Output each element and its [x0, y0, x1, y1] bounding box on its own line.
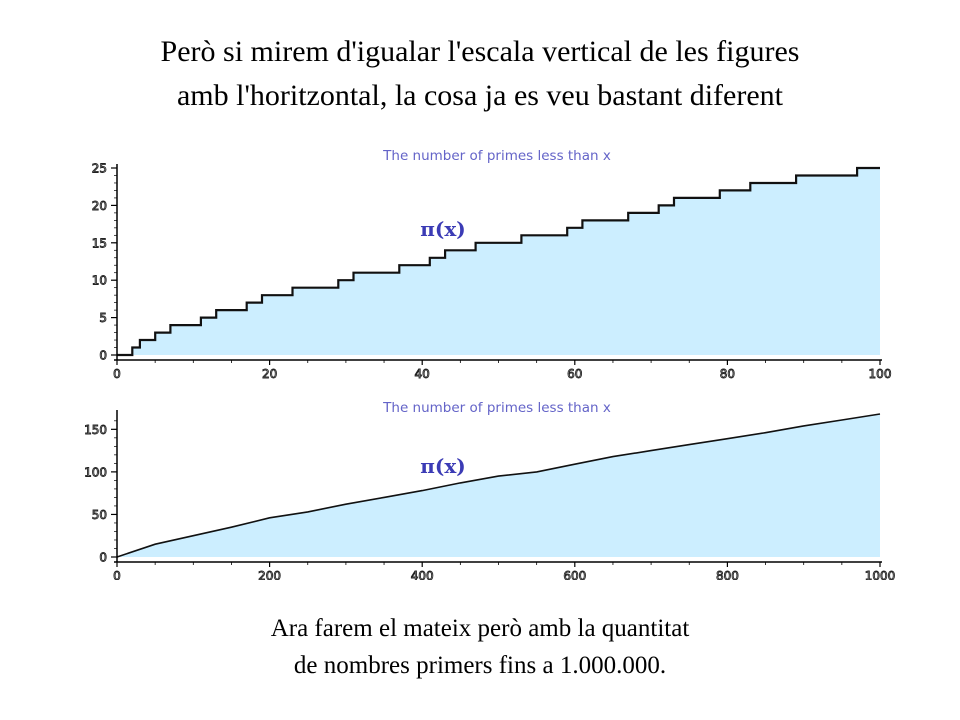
x-tick-label: 600 [563, 569, 587, 580]
y-tick-label: 10 [91, 273, 107, 288]
plot-area [92, 162, 892, 381]
chart-title: The number of primes less than x [383, 148, 611, 164]
slide-title [0, 30, 960, 118]
x-tick-label: 200 [258, 569, 282, 580]
footer-text [0, 610, 960, 684]
y-tick-label: 0 [99, 348, 107, 363]
x-tick-label: 80 [719, 367, 736, 380]
footer-line-1: Ara farem el mateix però amb la quantitat [270, 615, 690, 642]
x-tick-label: 400 [410, 569, 434, 580]
chart-annotation: π(x) [420, 217, 466, 241]
y-tick-label: 0 [99, 550, 107, 565]
prime-count-chart-100 [0, 140, 960, 380]
footer-line-2: de nombres primers fins a 1.000.000. [293, 652, 667, 679]
plot-area [84, 410, 895, 580]
x-tick-label: 800 [715, 569, 739, 580]
y-tick-label: 50 [91, 507, 107, 522]
slide-title-line-1: Però si mirem d'igualar l'escala vertical de les figures [160, 35, 800, 68]
chart-title: The number of primes less than x [383, 400, 611, 416]
y-tick-label: 25 [91, 161, 107, 176]
slide-title-line-2: amb l'horitzontal, la cosa ja es veu bastant diferent [176, 79, 784, 112]
y-tick-label: 5 [99, 311, 107, 326]
series-area-fill [117, 168, 880, 355]
x-tick-label: 100 [868, 367, 892, 380]
prime-count-chart-1000-svg [0, 395, 960, 580]
prime-count-chart-100-svg [0, 140, 960, 380]
x-tick-label: 60 [567, 367, 583, 380]
x-tick-label: 1000 [864, 569, 896, 580]
x-tick-label: 20 [261, 367, 278, 380]
prime-count-chart-1000 [0, 395, 960, 580]
x-tick-label: 40 [414, 367, 430, 380]
x-tick-label: 0 [113, 367, 121, 380]
chart-annotation: π(x) [420, 454, 466, 478]
y-tick-label: 100 [84, 465, 107, 480]
series-area-fill [117, 414, 880, 557]
x-tick-label: 0 [113, 569, 121, 580]
y-tick-label: 150 [84, 422, 107, 437]
y-tick-label: 15 [91, 236, 107, 251]
y-tick-label: 20 [91, 198, 107, 213]
